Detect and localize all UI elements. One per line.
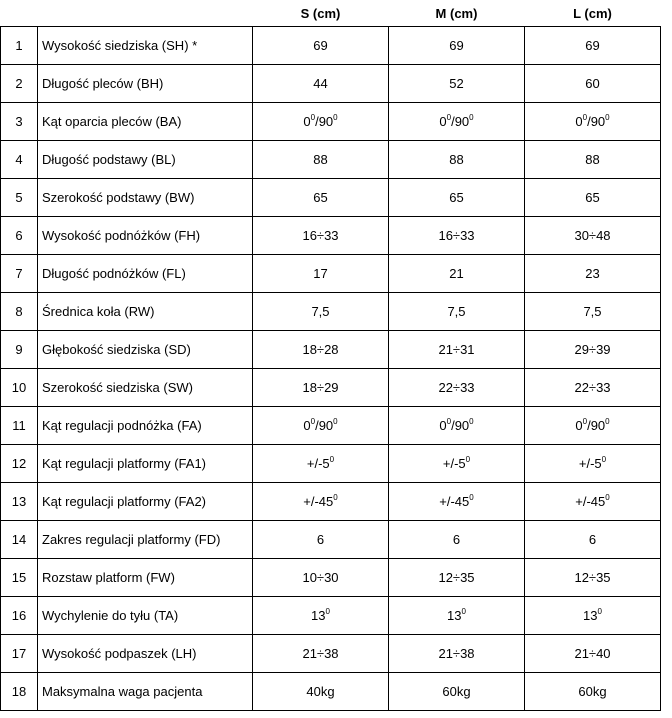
row-number: 7 <box>1 255 38 293</box>
value-size-m: 12÷35 <box>389 559 525 597</box>
value-size-m: 22÷33 <box>389 369 525 407</box>
value-size-l: 6 <box>525 521 661 559</box>
parameter-name: Maksymalna waga pacjenta <box>38 673 253 711</box>
row-number: 15 <box>1 559 38 597</box>
value-size-l: 23 <box>525 255 661 293</box>
value-size-s: 65 <box>253 179 389 217</box>
value-size-s: $0^0/90^0$ <box>253 407 389 445</box>
value-size-m: 69 <box>389 27 525 65</box>
value-size-l: 7,5 <box>525 293 661 331</box>
row-number: 13 <box>1 483 38 521</box>
value-size-m: 16÷33 <box>389 217 525 255</box>
table-row <box>1 597 661 635</box>
row-number: 8 <box>1 293 38 331</box>
parameter-name: Szerokość siedziska (SW) <box>38 369 253 407</box>
table-row <box>1 103 661 141</box>
value-size-l: 65 <box>525 179 661 217</box>
table-row <box>1 255 661 293</box>
value-size-m: 7,5 <box>389 293 525 331</box>
value-size-l: $+/-45^0$ <box>525 483 661 521</box>
row-number: 10 <box>1 369 38 407</box>
value-size-s: 16÷33 <box>253 217 389 255</box>
value-size-l: 30÷48 <box>525 217 661 255</box>
row-number: 1 <box>1 27 38 65</box>
parameter-name: Wychylenie do tyłu (TA) <box>38 597 253 635</box>
value-size-m: 6 <box>389 521 525 559</box>
header-size-s: S (cm) <box>300 5 341 21</box>
parameter-name: Wysokość podnóżków (FH) <box>38 217 253 255</box>
value-size-s: 17 <box>253 255 389 293</box>
row-number: 16 <box>1 597 38 635</box>
value-size-l: $13^0$ <box>525 597 661 635</box>
table-row <box>1 293 661 331</box>
value-size-l: 12÷35 <box>525 559 661 597</box>
value-size-m: 21÷38 <box>389 635 525 673</box>
parameter-name: Kąt regulacji platformy (FA2) <box>38 483 253 521</box>
table-header-row <box>1 0 661 27</box>
value-size-l: 22÷33 <box>525 369 661 407</box>
table-row <box>1 673 661 711</box>
value-size-l: $+/-5^0$ <box>525 445 661 483</box>
value-size-l: 88 <box>525 141 661 179</box>
row-number: 11 <box>1 407 38 445</box>
value-size-m: $0^0/90^0$ <box>389 407 525 445</box>
value-size-m: 21 <box>389 255 525 293</box>
parameter-name: Kąt regulacji podnóżka (FA) <box>38 407 253 445</box>
row-number: 9 <box>1 331 38 369</box>
table-row <box>1 217 661 255</box>
value-size-m: 88 <box>389 141 525 179</box>
row-number: 2 <box>1 65 38 103</box>
value-size-s: 21÷38 <box>253 635 389 673</box>
row-number: 6 <box>1 217 38 255</box>
parameter-name: Kąt regulacji platformy (FA1) <box>38 445 253 483</box>
value-size-m: $0^0/90^0$ <box>389 103 525 141</box>
value-size-m: 52 <box>389 65 525 103</box>
table-row <box>1 559 661 597</box>
parameter-name: Długość podnóżków (FL) <box>38 255 253 293</box>
table-row <box>1 483 661 521</box>
value-size-s: 44 <box>253 65 389 103</box>
value-size-m: $13^0$ <box>389 597 525 635</box>
table-row <box>1 521 661 559</box>
parameter-name: Średnica koła (RW) <box>38 293 253 331</box>
value-size-s: 18÷28 <box>253 331 389 369</box>
row-number: 18 <box>1 673 38 711</box>
row-number: 12 <box>1 445 38 483</box>
row-number: 17 <box>1 635 38 673</box>
table-row <box>1 635 661 673</box>
value-size-l: 60 <box>525 65 661 103</box>
value-size-s: 88 <box>253 141 389 179</box>
value-size-m: $+/-5^0$ <box>389 445 525 483</box>
value-size-s: 40kg <box>253 673 389 711</box>
value-size-l: 21÷40 <box>525 635 661 673</box>
row-number: 14 <box>1 521 38 559</box>
row-number: 4 <box>1 141 38 179</box>
header-size-l: L (cm) <box>573 5 612 21</box>
row-number: 3 <box>1 103 38 141</box>
table-row <box>1 445 661 483</box>
parameter-name: Kąt oparcia pleców (BA) <box>38 103 253 141</box>
parameter-name: Zakres regulacji platformy (FD) <box>38 521 253 559</box>
parameter-name: Szerokość podstawy (BW) <box>38 179 253 217</box>
row-number: 5 <box>1 179 38 217</box>
value-size-s: 10÷30 <box>253 559 389 597</box>
value-size-l: 29÷39 <box>525 331 661 369</box>
parameter-name: Wysokość podpaszek (LH) <box>38 635 253 673</box>
table-row <box>1 27 661 65</box>
value-size-m: 60kg <box>389 673 525 711</box>
value-size-l: 69 <box>525 27 661 65</box>
value-size-l: $0^0/90^0$ <box>525 103 661 141</box>
table-row <box>1 331 661 369</box>
value-size-m: 65 <box>389 179 525 217</box>
value-size-s: 18÷29 <box>253 369 389 407</box>
table-row <box>1 65 661 103</box>
header-blank <box>1 0 38 27</box>
table-row <box>1 179 661 217</box>
value-size-l: 60kg <box>525 673 661 711</box>
table-row <box>1 369 661 407</box>
parameter-name: Rozstaw platform (FW) <box>38 559 253 597</box>
value-size-s: $+/-5^0$ <box>253 445 389 483</box>
parameter-name: Wysokość siedziska (SH) * <box>38 27 253 65</box>
table-row <box>1 407 661 445</box>
header-size-m: M (cm) <box>435 5 478 21</box>
header-blank <box>38 0 253 27</box>
value-size-m: $+/-45^0$ <box>389 483 525 521</box>
value-size-s: $0^0/90^0$ <box>253 103 389 141</box>
parameter-name: Długość pleców (BH) <box>38 65 253 103</box>
value-size-s: $13^0$ <box>253 597 389 635</box>
value-size-l: $0^0/90^0$ <box>525 407 661 445</box>
parameter-name: Głębokość siedziska (SD) <box>38 331 253 369</box>
parameter-name: Długość podstawy (BL) <box>38 141 253 179</box>
value-size-s: 6 <box>253 521 389 559</box>
table-row <box>1 141 661 179</box>
value-size-s: $+/-45^0$ <box>253 483 389 521</box>
value-size-s: 7,5 <box>253 293 389 331</box>
value-size-s: 69 <box>253 27 389 65</box>
value-size-m: 21÷31 <box>389 331 525 369</box>
